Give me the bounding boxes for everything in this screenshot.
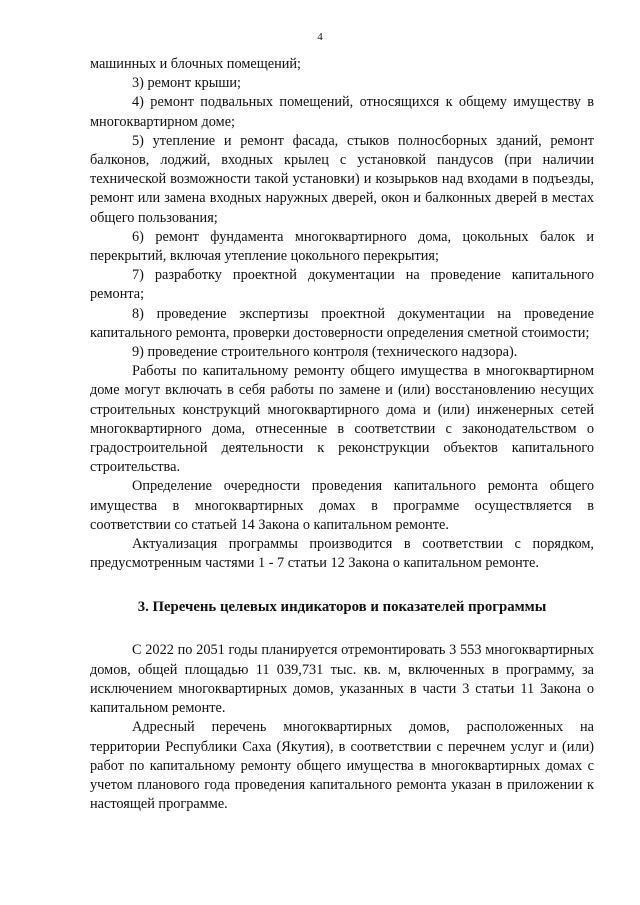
list-item-3: 3) ремонт крыши;: [132, 75, 241, 92]
paragraph-targets: С 2022 по 2051 годы планируется отремонтировать 3 553 многоквартирных домов, общей площадью 11 039,731 тыс. кв. м, включенных в программу, за исключением многоквартирных домов, указанных в части 3 статьи 11 Закона о капитальном ремонте.: [90, 642, 594, 717]
paragraph-priority: Определение очередности проведения капитального ремонта общего имущества в многоквартирных домах в программе осуществляется в соответствии со статьей 14 Закона о капитальном ремонте.: [90, 478, 594, 533]
paragraph-continuation: машинных и блочных помещений;: [90, 56, 302, 72]
list-item-9: 9) проведение строительного контроля (технического надзора).: [132, 344, 518, 361]
list-item-6: 6) ремонт фундамента многоквартирного дома, цокольных балок и перекрытий, включая утепление цокольного перекрытия;: [90, 228, 594, 265]
document-body: [90, 55, 594, 814]
list-item-5: 5) утепление и ремонт фасада, стыков полносборных зданий, ремонт балконов, лоджий, входных крылец с установкой пандусов (при наличии технической возможности такой установки) и козырьков над входами в подъезды, ремонт или замена входных наружных дверей, окон и балконных дверей в местах общего пользования;: [90, 132, 594, 226]
paragraph-update: Актуализация программы производится в соответствии с порядком, предусмотренным частями 1 - 7 статьи 12 Закона о капитальном ремонте.: [90, 536, 594, 572]
list-item-8: 8) проведение экспертизы проектной документации на проведение капитального ремонта, проверки достоверности определения сметной стоимости;: [90, 305, 594, 341]
page-number: 4: [317, 31, 323, 43]
paragraph-reconstruction: Работы по капитальному ремонту общего имущества в многоквартирном доме могут включать в себя работы по замене и (или) восстановлению несущих строительных конструкций многоквартирного дома и (или) инженерных сетей многоквартирного дома, отнесенные в соответствии с законодательством о градостроительной деятельности к реконструкции объектов капитального строительства.: [90, 363, 594, 476]
list-item-7: 7) разработку проектной документации на проведение капитального ремонта;: [90, 267, 594, 303]
section-heading: 3. Перечень целевых индикаторов и показателей программы: [137, 599, 547, 616]
list-item-4: 4) ремонт подвальных помещений, относящихся к общему имуществу в многоквартирном доме;: [90, 94, 594, 130]
paragraph-address-list: Адресный перечень многоквартирных домов, расположенных на территории Республики Саха (Якутия), в соответствии с перечнем услуг и (или) работ по капитальному ремонту общего имущества в многоквартирных домах с учетом планового года проведения капитального ремонта указан в приложении к настоящей программе.: [90, 719, 594, 813]
